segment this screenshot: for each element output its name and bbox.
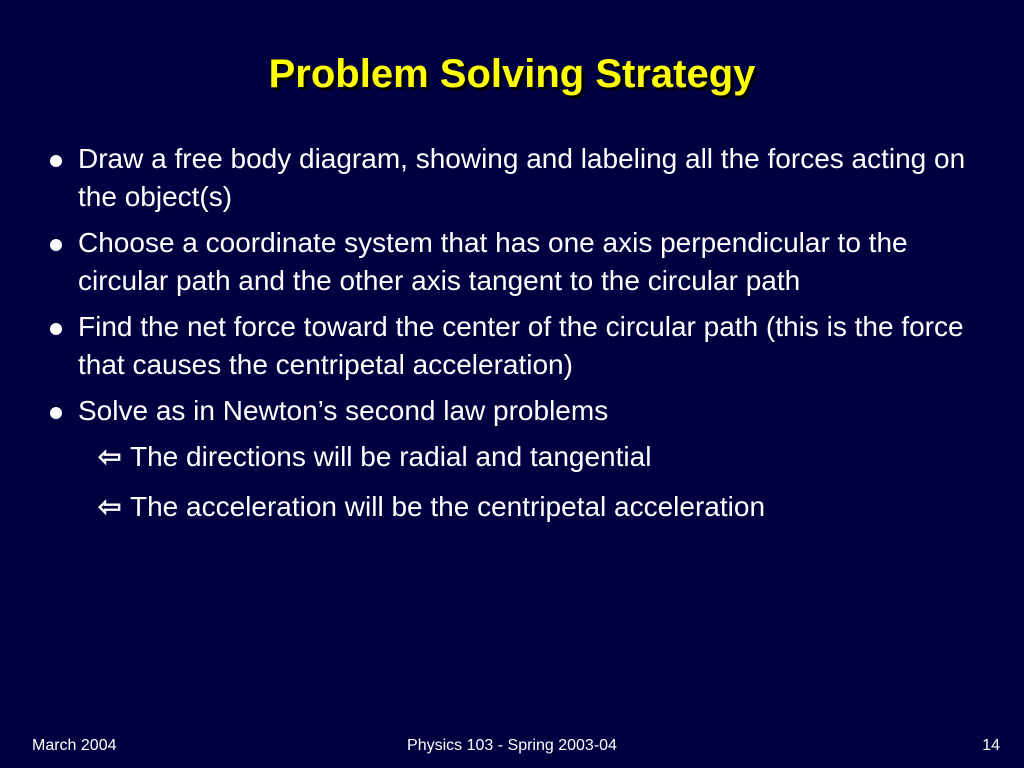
bullet-text: Draw a free body diagram, showing and labeling all the forces acting on the object(s): [78, 143, 966, 212]
sub-bullet-item: [44, 438, 994, 476]
footer-date: March 2004: [32, 737, 117, 754]
bullet-list: [44, 140, 994, 538]
footer-page-number: 14: [982, 737, 1000, 754]
sub-bullet-item: [44, 488, 994, 526]
bullet-item: [44, 308, 994, 384]
bullet-text: Choose a coordinate system that has one axis perpendicular to the circular path and the other axis tangent to the circular path: [78, 227, 908, 296]
slide-title: Problem Solving Strategy: [268, 52, 756, 96]
sub-bullet-text: The directions will be radial and tangential: [130, 441, 652, 472]
bullet-text: Solve as in Newton’s second law problems: [78, 395, 609, 426]
bullet-dot-icon: [50, 239, 62, 251]
bullet-dot-icon: [50, 155, 62, 167]
bullet-item: [44, 224, 994, 300]
bullet-dot-icon: [50, 407, 62, 419]
bullet-text: Find the net force toward the center of the circular path (this is the force that causes the centripetal acceleration): [78, 311, 964, 380]
left-arrow-icon: ⇦: [98, 491, 122, 522]
bullet-item: [44, 392, 994, 430]
sub-bullet-text: The acceleration will be the centripetal acceleration: [130, 491, 766, 522]
left-arrow-icon: ⇦: [98, 441, 122, 472]
bullet-dot-icon: [50, 323, 62, 335]
footer-course: Physics 103 - Spring 2003-04: [407, 737, 617, 754]
bullet-item: [44, 140, 994, 216]
